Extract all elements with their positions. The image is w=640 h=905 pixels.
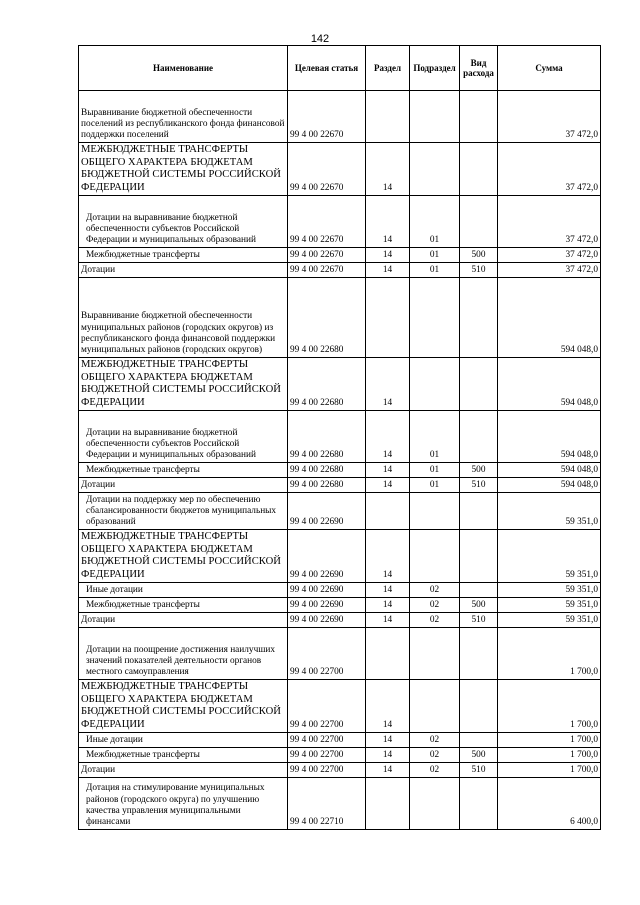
row-sum-cell: 37 472,0 (498, 248, 601, 263)
row-code-cell: 99 4 00 22710 (288, 778, 366, 830)
table-row (79, 248, 601, 263)
row-name-cell: Выравнивание бюджетной обеспеченности муниципальных районов (городских округов) из республиканского фонда финансовой поддержки муниципальных районов (городских округов) (79, 278, 288, 358)
row-section-cell: 14 (366, 143, 410, 196)
row-expense-type-cell (460, 628, 498, 680)
row-name-cell: Дотации на поощрение достижения наилучших значений показателей деятельности органов местного самоуправления (79, 628, 288, 680)
row-expense-type-cell: 500 (460, 748, 498, 763)
table-row (79, 196, 601, 248)
row-sum-cell: 1 700,0 (498, 748, 601, 763)
row-sum-cell: 59 351,0 (498, 530, 601, 583)
row-code-cell: 99 4 00 22680 (288, 358, 366, 411)
row-section-cell (366, 628, 410, 680)
row-section-cell (366, 91, 410, 143)
row-subsection-cell (410, 530, 460, 583)
row-sum-cell: 59 351,0 (498, 493, 601, 530)
table-body (79, 91, 601, 830)
row-section-cell: 14 (366, 748, 410, 763)
row-subsection-cell (410, 91, 460, 143)
row-code-cell: 99 4 00 22690 (288, 613, 366, 628)
row-name-cell: Дотации на выравнивание бюджетной обеспеченности субъектов Российской Федерации и муниципальных образований (79, 196, 288, 248)
row-name-cell: МЕЖБЮДЖЕТНЫЕ ТРАНСФЕРТЫ ОБЩЕГО ХАРАКТЕРА БЮДЖЕТАМ БЮДЖЕТНОЙ СИСТЕМЫ РОССИЙСКОЙ ФЕДЕРАЦИИ (79, 358, 288, 411)
row-subsection-cell: 01 (410, 463, 460, 478)
row-subsection-cell: 02 (410, 613, 460, 628)
row-expense-type-cell (460, 680, 498, 733)
row-expense-type-cell (460, 358, 498, 411)
row-sum-cell: 594 048,0 (498, 411, 601, 463)
row-expense-type-cell (460, 143, 498, 196)
row-code-cell: 99 4 00 22680 (288, 463, 366, 478)
row-expense-type-cell: 510 (460, 478, 498, 493)
row-section-cell: 14 (366, 196, 410, 248)
row-expense-type-cell (460, 583, 498, 598)
row-sum-cell: 1 700,0 (498, 680, 601, 733)
row-code-cell: 99 4 00 22700 (288, 628, 366, 680)
row-subsection-cell: 02 (410, 733, 460, 748)
row-subsection-cell (410, 628, 460, 680)
row-expense-type-cell (460, 733, 498, 748)
row-section-cell: 14 (366, 463, 410, 478)
table-row (79, 583, 601, 598)
table-row (79, 628, 601, 680)
table-row (79, 463, 601, 478)
row-section-cell: 14 (366, 358, 410, 411)
row-subsection-cell (410, 278, 460, 358)
row-code-cell: 99 4 00 22700 (288, 748, 366, 763)
row-code-cell: 99 4 00 22680 (288, 411, 366, 463)
row-subsection-cell: 02 (410, 763, 460, 778)
row-sum-cell: 1 700,0 (498, 733, 601, 748)
row-code-cell: 99 4 00 22690 (288, 493, 366, 530)
row-code-cell: 99 4 00 22670 (288, 248, 366, 263)
row-code-cell: 99 4 00 22670 (288, 143, 366, 196)
row-sum-cell: 37 472,0 (498, 143, 601, 196)
table-row (79, 91, 601, 143)
row-expense-type-cell: 510 (460, 263, 498, 278)
row-expense-type-cell (460, 91, 498, 143)
table-row (79, 778, 601, 830)
row-section-cell: 14 (366, 583, 410, 598)
row-subsection-cell: 01 (410, 248, 460, 263)
row-subsection-cell (410, 680, 460, 733)
row-section-cell: 14 (366, 530, 410, 583)
row-name-cell: Дотации (79, 613, 288, 628)
row-section-cell: 14 (366, 248, 410, 263)
row-code-cell: 99 4 00 22680 (288, 478, 366, 493)
row-expense-type-cell (460, 530, 498, 583)
row-section-cell: 14 (366, 478, 410, 493)
table-row (79, 358, 601, 411)
row-expense-type-cell (460, 493, 498, 530)
row-code-cell: 99 4 00 22690 (288, 583, 366, 598)
row-sum-cell: 59 351,0 (498, 583, 601, 598)
row-sum-cell: 59 351,0 (498, 598, 601, 613)
row-section-cell: 14 (366, 763, 410, 778)
row-name-cell: МЕЖБЮДЖЕТНЫЕ ТРАНСФЕРТЫ ОБЩЕГО ХАРАКТЕРА БЮДЖЕТАМ БЮДЖЕТНОЙ СИСТЕМЫ РОССИЙСКОЙ ФЕДЕРАЦИИ (79, 680, 288, 733)
row-section-cell (366, 278, 410, 358)
table-row (79, 143, 601, 196)
row-section-cell (366, 493, 410, 530)
header-sum: Сумма (498, 46, 601, 91)
header-subsection: Подраздел (410, 46, 460, 91)
row-sum-cell: 1 700,0 (498, 763, 601, 778)
header-expense-type: Вид расхода (460, 46, 498, 91)
row-subsection-cell: 02 (410, 598, 460, 613)
row-code-cell: 99 4 00 22680 (288, 278, 366, 358)
row-section-cell: 14 (366, 263, 410, 278)
row-name-cell: Межбюджетные трансферты (79, 248, 288, 263)
header-code: Целевая статья (288, 46, 366, 91)
row-name-cell: Иные дотации (79, 583, 288, 598)
row-sum-cell: 37 472,0 (498, 263, 601, 278)
row-subsection-cell: 01 (410, 411, 460, 463)
row-section-cell: 14 (366, 733, 410, 748)
row-name-cell: Выравнивание бюджетной обеспеченности поселений из республиканского фонда финансовой поддержки поселений (79, 91, 288, 143)
page-number: 142 (310, 33, 330, 45)
table-row (79, 763, 601, 778)
row-section-cell: 14 (366, 680, 410, 733)
header-name: Наименование (79, 46, 288, 91)
row-expense-type-cell: 500 (460, 463, 498, 478)
row-code-cell: 99 4 00 22690 (288, 598, 366, 613)
row-code-cell: 99 4 00 22700 (288, 680, 366, 733)
row-subsection-cell (410, 778, 460, 830)
table-row (79, 263, 601, 278)
table-row (79, 530, 601, 583)
row-expense-type-cell: 500 (460, 598, 498, 613)
table-row (79, 411, 601, 463)
row-code-cell: 99 4 00 22700 (288, 733, 366, 748)
row-expense-type-cell (460, 196, 498, 248)
row-name-cell: Иные дотации (79, 733, 288, 748)
table-row (79, 680, 601, 733)
row-subsection-cell: 01 (410, 478, 460, 493)
row-name-cell: Дотации (79, 263, 288, 278)
row-sum-cell: 594 048,0 (498, 278, 601, 358)
row-sum-cell: 6 400,0 (498, 778, 601, 830)
row-section-cell: 14 (366, 598, 410, 613)
row-sum-cell: 37 472,0 (498, 91, 601, 143)
row-section-cell: 14 (366, 613, 410, 628)
row-name-cell: Дотация на стимулирование муниципальных районов (городского округа) по улучшению качества управления муниципальными финансами (79, 778, 288, 830)
table-row (79, 493, 601, 530)
table-row (79, 278, 601, 358)
row-subsection-cell: 02 (410, 748, 460, 763)
row-name-cell: Дотации (79, 478, 288, 493)
row-expense-type-cell: 500 (460, 248, 498, 263)
row-expense-type-cell: 510 (460, 763, 498, 778)
row-expense-type-cell (460, 411, 498, 463)
row-expense-type-cell (460, 278, 498, 358)
row-sum-cell: 1 700,0 (498, 628, 601, 680)
row-subsection-cell (410, 358, 460, 411)
row-section-cell (366, 778, 410, 830)
table-header-row (79, 46, 601, 91)
table-row (79, 733, 601, 748)
table-row (79, 478, 601, 493)
row-code-cell: 99 4 00 22700 (288, 763, 366, 778)
row-name-cell: Межбюджетные трансферты (79, 748, 288, 763)
row-name-cell: Дотации на выравнивание бюджетной обеспеченности субъектов Российской Федерации и муниципальных образований (79, 411, 288, 463)
row-code-cell: 99 4 00 22690 (288, 530, 366, 583)
table-row (79, 598, 601, 613)
row-expense-type-cell (460, 778, 498, 830)
row-name-cell: Дотации (79, 763, 288, 778)
row-code-cell: 99 4 00 22670 (288, 263, 366, 278)
row-sum-cell: 594 048,0 (498, 478, 601, 493)
row-name-cell: Межбюджетные трансферты (79, 598, 288, 613)
row-sum-cell: 59 351,0 (498, 613, 601, 628)
row-code-cell: 99 4 00 22670 (288, 91, 366, 143)
row-subsection-cell: 02 (410, 583, 460, 598)
row-subsection-cell: 01 (410, 263, 460, 278)
row-sum-cell: 594 048,0 (498, 358, 601, 411)
row-code-cell: 99 4 00 22670 (288, 196, 366, 248)
row-sum-cell: 37 472,0 (498, 196, 601, 248)
row-name-cell: Дотации на поддержку мер по обеспечению сбалансированности бюджетов муниципальных образований (79, 493, 288, 530)
row-expense-type-cell: 510 (460, 613, 498, 628)
table-row (79, 748, 601, 763)
row-subsection-cell: 01 (410, 196, 460, 248)
row-name-cell: МЕЖБЮДЖЕТНЫЕ ТРАНСФЕРТЫ ОБЩЕГО ХАРАКТЕРА БЮДЖЕТАМ БЮДЖЕТНОЙ СИСТЕМЫ РОССИЙСКОЙ ФЕДЕРАЦИИ (79, 143, 288, 196)
row-name-cell: Межбюджетные трансферты (79, 463, 288, 478)
row-subsection-cell (410, 493, 460, 530)
header-section: Раздел (366, 46, 410, 91)
row-name-cell: МЕЖБЮДЖЕТНЫЕ ТРАНСФЕРТЫ ОБЩЕГО ХАРАКТЕРА БЮДЖЕТАМ БЮДЖЕТНОЙ СИСТЕМЫ РОССИЙСКОЙ ФЕДЕРАЦИИ (79, 530, 288, 583)
row-sum-cell: 594 048,0 (498, 463, 601, 478)
table-row (79, 613, 601, 628)
row-section-cell: 14 (366, 411, 410, 463)
row-subsection-cell (410, 143, 460, 196)
budget-table (78, 45, 601, 830)
